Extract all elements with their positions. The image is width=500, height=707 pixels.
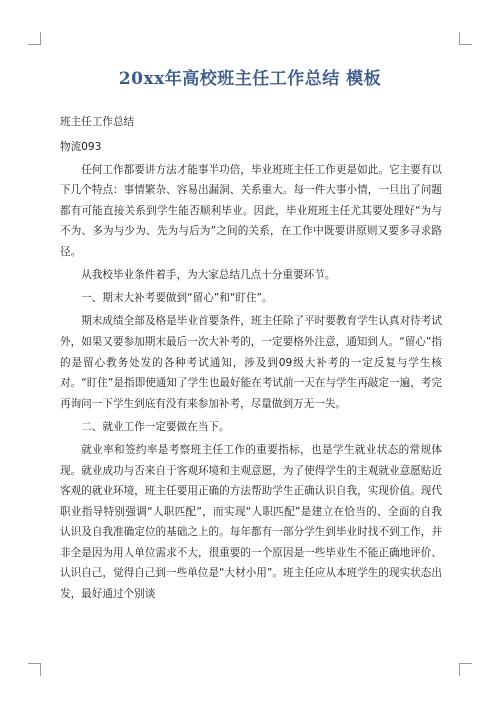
heading-point-two: 二、就业工作一定要做在当下。 [81, 420, 230, 433]
crop-mark-bottom-left [28, 663, 41, 676]
class-name: 物流093 [60, 140, 102, 153]
crop-mark-top-right [459, 32, 472, 45]
document-title: 20xx年高校班主任工作总结 模板 [118, 69, 382, 89]
section-heading-summary: 班主任工作总结 [60, 116, 135, 128]
paragraph-point-two: 就业率和签约率是考察班主任工作的重要指标，也是学生就业状态的常规体现。就业成功与否来自于客观环境和主观意愿，为了使得学生的主观就业意愿贴近客观的就业环境，班主任要用正确的方法帮助学生正确认识自我，实现价值。现代职业指导特别强调“人职匹配”，而实现“人职匹配”是建立在恰当的、全面的自我认识及自我准确定位的基础之上的。每年都有一部分学生到毕业时找不到工作，并非全是因为用人单位需求不大，很重要的一个原因是一些毕业生不能正确地评价、认识自己，觉得自己到一些单位是“大材小用”。班主任应从本班学生的现实状态出发，最好通过个别谈 [60, 443, 442, 601]
crop-mark-top-left [28, 32, 41, 45]
paragraph-overview: 从我校毕业条件着手，为大家总结几点十分重要环节。 [81, 269, 336, 282]
paragraph-intro: 任何工作都要讲方法才能事半功倍，毕业班班主任工作更是如此。它主要有以下几个特点：事情繁杂、容易出漏洞、关系重大。每一件大事小情，一旦出了问题都有可能直接关系到学生能否顺利毕业。因此，毕业班班主任尤其要处理好“为与不为、多为与少为、先为与后为”之间的关系，在工作中既要讲原则又要多寻求路径。 [60, 163, 442, 259]
paragraph-point-one: 期末成绩全部及格是毕业首要条件，班主任除了平时要教育学生认真对待考试外，如果又要参加期末最后一次大补考的，一定要格外注意，通知到人。“留心”指的是留心教务处发的各种考试通知，涉及到09级大补考的一定反复与学生核对。“盯住”是指即使通知了学生也最好能在考试前一天在与学生再敲定一遍，考完再询问一下学生到底有没有来参加补考，尽量做到万无一失。 [60, 315, 442, 410]
document-body [60, 112, 442, 607]
heading-point-one: 一、期末大补考要做到“留心”和“盯住”。 [81, 292, 273, 305]
crop-mark-bottom-right [459, 663, 472, 676]
